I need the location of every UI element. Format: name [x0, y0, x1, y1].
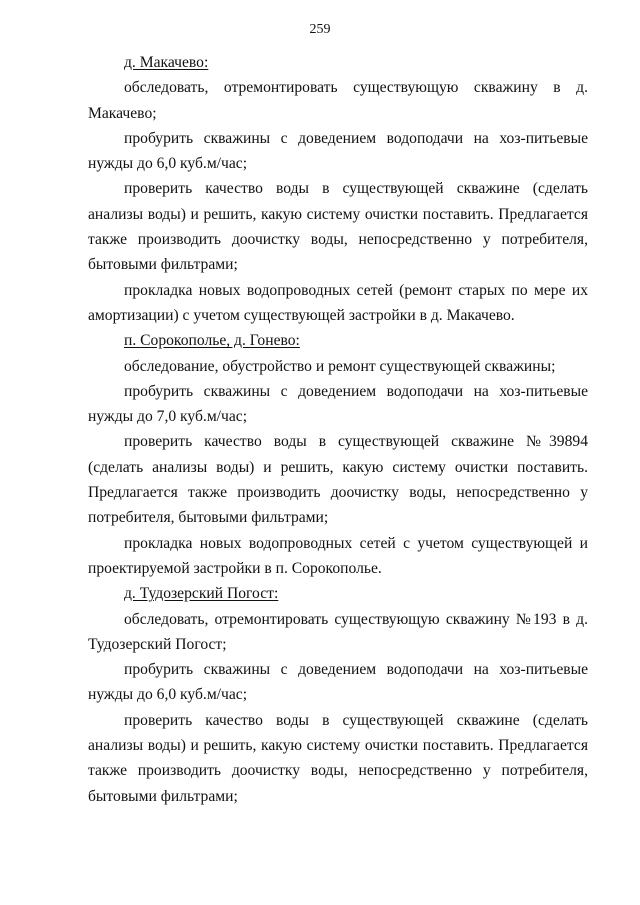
paragraph: проверить качество воды в существующей скважине №39894 (сделать анализы воды) и решить, какую систему очистки поставить. Предлагается также производить доочистку воды, непосредственно у потребителя, бытовыми фильтрами;	[88, 433, 588, 527]
paragraph: проверить качество воды в существующей скважине (сделать анализы воды) и решить, какую систему очистки поставить. Предлагается также производить доочистку воды, непосредственно у потребителя, бытовыми фильтрами;	[88, 180, 588, 274]
paragraph: прокладка новых водопроводных сетей с учетом существующей и проектируемой застройки в п. Сорокополье.	[88, 534, 588, 577]
paragraph: проверить качество воды в существующей скважине (сделать анализы воды) и решить, какую систему очистки поставить. Предлагается также производить доочистку воды, непосредственно у потребителя, бытовыми фильтрами;	[88, 711, 588, 805]
paragraph: пробурить скважины с доведением водоподачи на хоз-питьевые нужды до 6,0 куб.м/час;	[88, 129, 588, 173]
section-heading-makachevo: д. Макачево:	[124, 54, 209, 71]
paragraph: пробурить скважины с доведением водоподачи на хоз-питьевые нужды до 7,0 куб.м/час;	[88, 382, 588, 426]
section-heading-sorokopolye: п. Сорокополье, д. Гонево:	[124, 332, 300, 350]
paragraph: обследование, обустройство и ремонт существующей скважины;	[124, 357, 556, 375]
section-heading-tudozersky-pogost: д. Тудозерский Погост:	[124, 585, 279, 603]
paragraph: прокладка новых водопроводных сетей (ремонт старых по мере их амортизации) с учетом существующей застройки в д. Макачево.	[88, 281, 588, 324]
page-number: 259	[309, 22, 331, 37]
document-body	[88, 50, 588, 809]
paragraph: обследовать, отремонтировать существующую скважину в д. Макачево;	[88, 79, 588, 122]
paragraph: пробурить скважины с доведением водоподачи на хоз-питьевые нужды до 6,0 куб.м/час;	[88, 661, 588, 704]
paragraph: обследовать, отремонтировать существующую скважину №193 в д. Тудозерский Погост;	[88, 610, 588, 653]
